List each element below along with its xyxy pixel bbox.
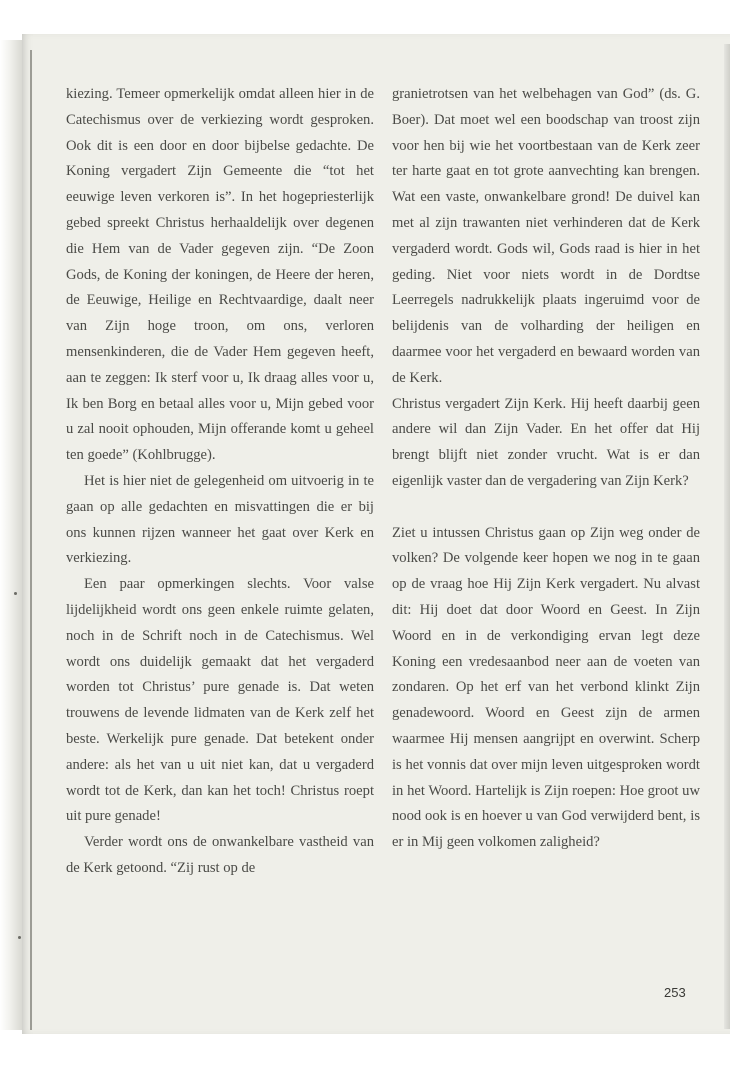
page-number: 253 [664, 985, 686, 1000]
page-edge [724, 44, 730, 1029]
paragraph-gap [392, 495, 700, 521]
left-text-column [66, 82, 374, 882]
margin-speck [18, 936, 21, 939]
margin-speck [14, 592, 17, 595]
gutter-line [30, 50, 32, 1030]
right-text-column [392, 82, 700, 856]
paragraph: Christus vergadert Zijn Kerk. Hij heeft daarbij geen andere wil dan Zijn Vader. En het offer dat Hij brengt blijft niet zonder vrucht. Wat is er dan eigenlijk vaster dan de vergadering van Zijn Kerk? [392, 395, 700, 489]
paragraph: kiezing. Temeer opmerkelijk omdat alleen hier in de Catechismus over de verkiezing wordt gesproken. Ook dit is een door en door bijbelse gedachte. De Koning vergadert Zijn Gemeente die “tot het eeuwige leven verkoren is”. In het hogepriesterlijk gebed spreekt Christus herhaaldelijk over degenen die Hem van de Vader gegeven zijn. “De Zoon Gods, de Koning der koningen, de Heere der heren, de Eeuwige, Heilige en Rechtvaardige, daalt neer van Zijn hoge troon, om ons, verloren mensenkinderen, die de Vader Hem gegeven heeft, aan te zeggen: Ik sterf voor u, Ik draag alles voor u, Ik ben Borg en betaal alles voor u, Mijn gebed voor u zal nooit ophouden, Mijn offerande komt u geheel ten goede” (Kohlbrugge). [66, 86, 374, 464]
paragraph: Ziet u intussen Christus gaan op Zijn weg onder de volken? De volgende keer hopen we nog in te gaan op de vraag hoe Hij Zijn Kerk vergadert. Nu alvast dit: Hij doet dat door Woord en Geest. In Zijn Woord en in de verkondiging ervan legt deze Koning een vredesaanbod neer aan de voeten van zondaren. Op het erf van het verbond klinkt Zijn genadewoord. Woord en Geest zijn de armen waarmee Hij mensen aangrijpt en overwint. Scherp is het vonnis dat over mijn leven uitgesproken wordt in het Woord. Hartelijk is Zijn roepen: Hoe groot uw nood ook is en hoever u van God verwijderd bent, is er in Mij geen volkomen zaligheid? [392, 524, 700, 851]
book-spine-shadow [0, 40, 22, 1030]
paragraph: Een paar opmerkingen slechts. Voor valse lijdelijkheid wordt ons geen enkele ruimte gelaten, noch in de Schrift noch in de Catechismus. Wel wordt ons duidelijk gemaakt dat het vergaderd worden tot Christus’ pure genade is. Dat weten trouwens de levende lidmaten van de Kerk zelf het beste. Werkelijk pure genade. Dat betekent onder andere: als het van u uit niet kan, dat u vergaderd wordt tot de Kerk, dan kan het toch! Christus roept uit pure genade! [66, 576, 374, 825]
paragraph: granietrotsen van het welbehagen van God” (ds. G. Boer). Dat moet wel een boodschap van troost zijn voor hen bij wie het voortbestaan van de Kerk zeer ter harte gaat en tot grote aanvechting kan brengen. Wat een vaste, onwankelbare grond! De duivel kan met al zijn trawanten niet verhinderen dat de Kerk vergaderd wordt. Gods wil, Gods raad is hier in het geding. Niet voor niets wordt in de Dordtse Leerregels nadrukkelijk plaats ingeruimd voor de belijdenis van de volharding der heiligen en daarmee voor het vergaderd en bewaard worden van de Kerk. [392, 86, 700, 386]
paragraph: Verder wordt ons de onwankelbare vastheid van de Kerk getoond. “Zij rust op de [66, 834, 374, 876]
paragraph: Het is hier niet de gelegenheid om uitvoerig in te gaan op alle gedachten en misvattingen die er bij ons kunnen rijzen wanneer het gaat over Kerk en verkiezing. [66, 472, 374, 567]
